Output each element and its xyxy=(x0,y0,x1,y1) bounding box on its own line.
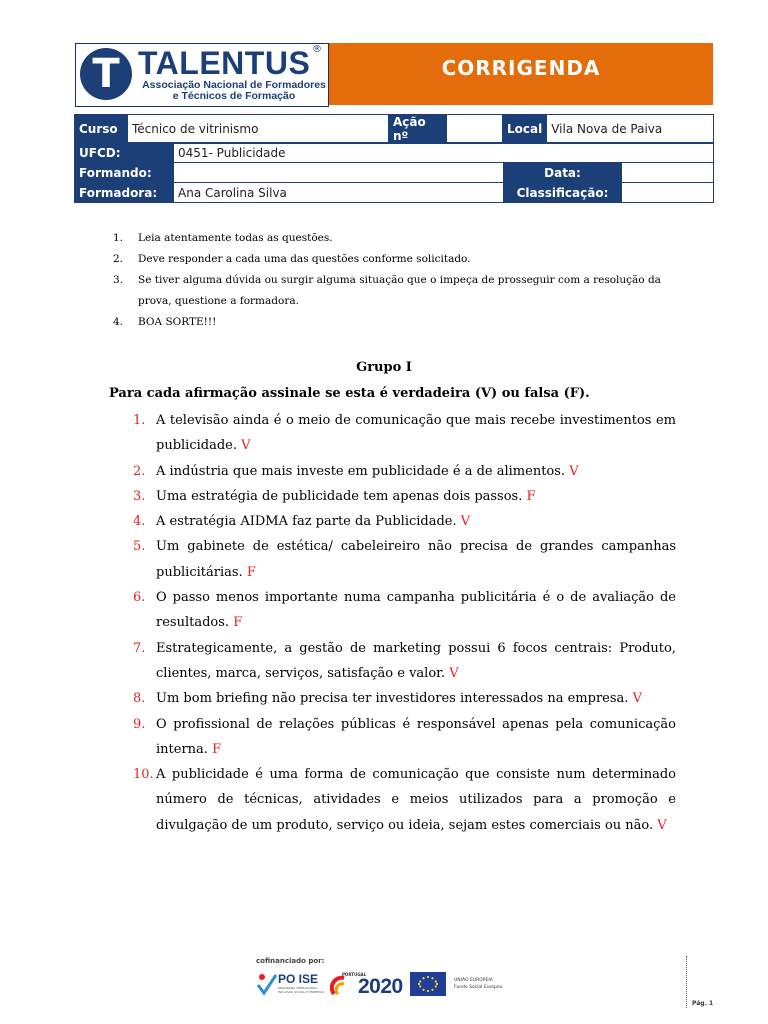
question-answer: F xyxy=(233,615,243,631)
question-text: Um gabinete de estética/ cabeleireiro não precisa de grandes campanhas publicitárias. xyxy=(156,539,676,580)
question-answer: F xyxy=(246,564,256,580)
data-label: Data: xyxy=(504,163,622,183)
instructions-list xyxy=(113,228,683,333)
instruction-number: 1. xyxy=(113,232,124,244)
data-value xyxy=(622,163,714,183)
question-text: Um bom briefing não precisa ter investidores interessados na empresa. xyxy=(156,691,629,707)
question-text: A indústria que mais investe em publicidade é a de alimentos. xyxy=(156,463,566,479)
ufcd-label: UFCD: xyxy=(75,143,174,163)
local-value: Vila Nova de Paiva xyxy=(547,115,714,144)
question-item xyxy=(133,762,676,838)
document-title-bar xyxy=(329,43,713,105)
eu-flag-icon xyxy=(410,972,446,996)
instruction-text: Deve responder a cada uma das questões conforme solicitado. xyxy=(138,253,471,265)
logo-subtitle xyxy=(142,80,326,102)
instruction-item xyxy=(113,249,683,270)
question-item xyxy=(133,534,676,585)
question-item xyxy=(133,484,676,509)
portugal-year: 2020 xyxy=(358,975,403,998)
instruction-number: 2. xyxy=(113,253,124,265)
question-text: O passo menos importante numa campanha publicitária é o de avaliação de resultados. xyxy=(156,590,676,631)
question-answer: V xyxy=(460,514,471,530)
acao-value xyxy=(447,115,503,144)
poise-program-text: PROGRAMA OPERACIONAL INCLUSÃO SOCIAL E EMPREGO xyxy=(278,986,324,994)
question-number: 4. xyxy=(133,514,146,530)
portugal-label: PORTUGAL xyxy=(342,972,367,977)
question-number: 1. xyxy=(133,413,146,428)
instruction-text: Se tiver alguma dúvida ou surgir alguma situação que o impeça de prosseguir com a resolução da prova, questione a formadora. xyxy=(138,274,661,307)
instruction-text: BOA SORTE!!! xyxy=(138,316,217,328)
question-number: 8. xyxy=(133,691,146,707)
question-item xyxy=(133,459,676,484)
question-text: O profissional de relações públicas é responsável apenas pela comunicação interna. xyxy=(156,716,676,757)
question-answer: V xyxy=(569,463,579,479)
poise-logo-text: PO ISE xyxy=(278,972,319,986)
local-label: Local xyxy=(503,115,547,144)
question-number: 10. xyxy=(133,767,154,783)
logo-name: TALENTUS xyxy=(138,45,311,81)
question-number: 5. xyxy=(133,539,146,555)
group-title: Grupo I xyxy=(356,360,412,375)
student-info-table xyxy=(74,142,714,203)
registered-mark: ® xyxy=(312,44,322,55)
eu-text xyxy=(454,977,503,991)
talentus-logo xyxy=(75,43,329,107)
question-number: 7. xyxy=(133,640,146,656)
eu-line-1: UNIÃO EUROPEIA xyxy=(454,978,493,983)
formando-label: Formando: xyxy=(75,163,174,183)
question-item xyxy=(133,408,676,459)
cofinanced-label: cofinanciado por: xyxy=(256,957,325,965)
instruction-text: Leia atentamente todas as questões. xyxy=(138,232,333,244)
ufcd-value: 0451- Publicidade xyxy=(174,143,714,163)
question-item xyxy=(133,585,676,636)
instruction-item xyxy=(113,270,683,312)
poise-check-icon xyxy=(256,971,278,999)
question-item xyxy=(133,509,676,534)
question-text: Uma estratégia de publicidade tem apenas dois passos. xyxy=(156,488,523,504)
curso-value: Técnico de vitrinismo xyxy=(128,115,389,144)
formando-value xyxy=(174,163,504,183)
course-info-table xyxy=(74,114,714,144)
question-answer: F xyxy=(212,741,222,757)
instruction-item xyxy=(113,228,683,249)
acao-label: Ação nº xyxy=(389,115,447,144)
instruction-number: 4. xyxy=(113,316,124,328)
eu-line-2: Fundo Social Europeu xyxy=(454,985,503,990)
question-text: A publicidade é uma forma de comunicação que consiste num determinado número de técnicas, atividades e meios utilizados para a promoção e divulgação de um produto, serviço ou ideia, sejam estes comerciais ou não. xyxy=(156,767,676,833)
question-text: A televisão ainda é o meio de comunicação que mais recebe investimentos em publicidade. xyxy=(156,413,676,454)
classificacao-value xyxy=(622,183,714,203)
question-answer: F xyxy=(526,488,536,504)
instruction-number: 3. xyxy=(113,274,124,286)
question-answer: V xyxy=(449,665,459,681)
portugal2020-mark-icon xyxy=(330,974,354,998)
question-answer: V xyxy=(241,438,251,454)
curso-label: Curso xyxy=(75,115,128,144)
question-number: 6. xyxy=(133,590,146,606)
question-text: Estrategicamente, a gestão de marketing possui 6 focos centrais: Produto, clientes, marca, serviços, satisfação e valor. xyxy=(156,640,676,681)
question-text: A estratégia AIDMA faz parte da Publicidade. xyxy=(156,514,457,530)
question-number: 3. xyxy=(133,488,146,504)
question-number: 9. xyxy=(133,716,146,732)
page-number: Pág. 1 xyxy=(692,1000,714,1007)
question-list xyxy=(133,408,676,838)
footer-divider xyxy=(686,956,687,1008)
group-instruction: Para cada afirmação assinale se esta é verdadeira (V) ou falsa (F). xyxy=(109,386,590,401)
question-answer: V xyxy=(632,691,642,707)
question-item xyxy=(133,686,676,711)
logo-letter: T xyxy=(92,51,120,97)
formadora-label: Formadora: xyxy=(75,183,174,203)
instruction-item xyxy=(113,312,683,333)
question-item xyxy=(133,636,676,687)
formadora-value: Ana Carolina Silva xyxy=(174,183,504,203)
classificacao-label: Classificação: xyxy=(504,183,622,203)
logo-subtitle-line-1: Associação Nacional de Formadores xyxy=(142,79,326,91)
question-number: 2. xyxy=(133,463,146,479)
question-item xyxy=(133,712,676,763)
logo-subtitle-line-2: e Técnicos de Formação xyxy=(172,90,296,102)
question-answer: V xyxy=(657,817,667,833)
document-title: CORRIGENDA xyxy=(441,56,601,80)
